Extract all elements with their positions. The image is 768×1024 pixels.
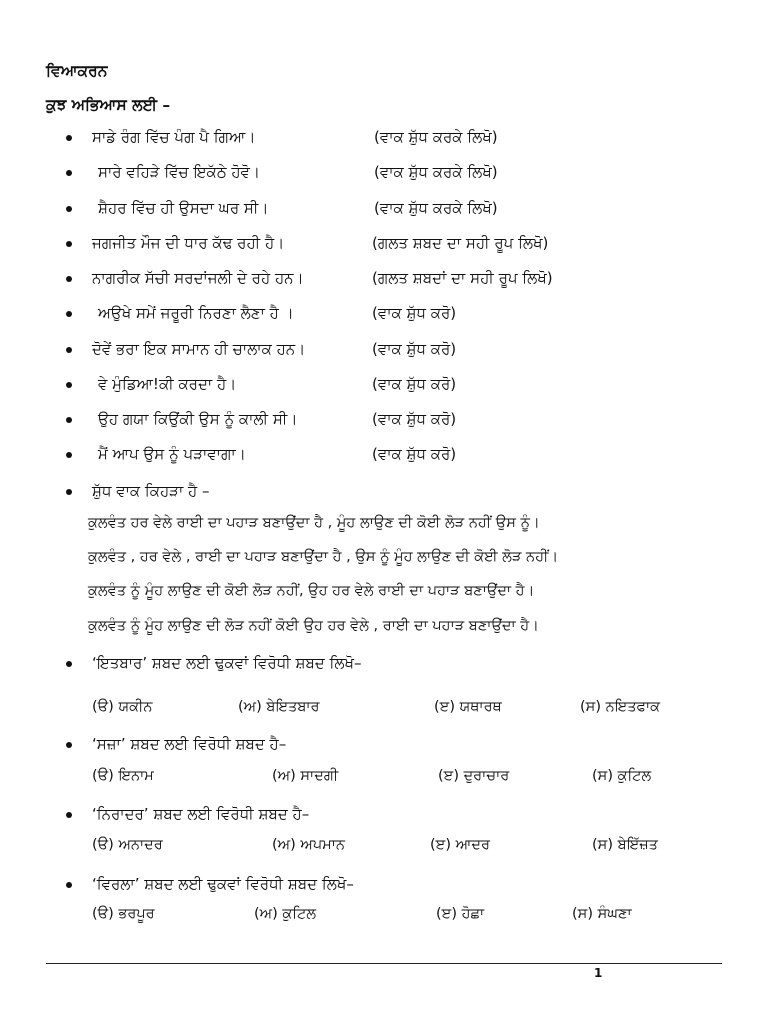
exercise-instruction: (ਵਾਕ ਸ਼ੁੱਧ ਕਰੋ) [372,340,457,358]
exercise-sentence: ਵੇ ਮੁੰਡਿਆ!ਕੀ ਕਰਦਾ ਹੈ। [98,375,237,393]
answer-option: (ੲ) ਹੋਛਾ [436,906,485,922]
bullet-icon [66,347,72,353]
answer-option: (ੳ) ਭਰਪੂਰ [92,906,155,922]
exercise-item [0,373,768,397]
bullet-icon [66,489,72,495]
exercise-sentence: ਸਾਰੇ ਵਹਿੜੇ ਵਿੱਚ ਇਕੱਠੇ ਹੋਵੋ। [98,163,261,181]
exercise-item [0,161,768,185]
exercise-item [0,443,768,467]
exercise-instruction: (ਵਾਕ ਸ਼ੁੱਧ ਕਰਕੇ ਲਿਖੋ) [374,163,498,181]
page-title: ਵਿਆਕਰਨ [46,62,108,80]
exercise-item [0,302,768,326]
answer-option: (ਸ) ਸੰਘਣਾ [572,906,632,922]
exercise-sentence: ਉਹ ਗਯਾ ਕਿਉਂਕੀ ਉਸ ਨੂੰ ਕਾਲੀ ਸੀ। [98,410,298,428]
answer-option: (ੲ) ਯਥਾਰਥ [434,699,502,715]
bullet-icon [66,417,72,423]
answer-option: (ੲ) ਆਦਰ [430,837,490,853]
answer-option: (ੳ) ਅਨਾਦਰ [92,837,163,853]
exercise-instruction: (ਵਾਕ ਸ਼ੁੱਧ ਕਰੋ) [372,410,457,428]
question-text: ‘ਨਿਰਾਦਰ’ ਸ਼ਬਦ ਲਈ ਵਿਰੋਧੀ ਸ਼ਬਦ ਹੈ– [92,805,310,823]
exercise-sentence: ਮੈਂ ਆਪ ਉਸ ਨੂੰ ਪੜਾਵਾਗਾ। [98,445,246,463]
bullet-icon [66,882,72,888]
exercise-instruction: (ਵਾਕ ਸ਼ੁੱਧ ਕਰਕੇ ਲਿਖੋ) [374,128,498,146]
bullet-icon [66,135,72,141]
exercise-item [0,408,768,432]
answer-option: (ਅ) ਸਾਦਗੀ [272,768,339,784]
exercise-instruction: (ਗਲਤ ਸ਼ਬਦਾਂ ਦਾ ਸਹੀ ਰੂਪ ਲਿਖੋ) [372,269,553,287]
exercise-item [0,126,768,150]
bullet-icon [66,661,72,667]
sentence-option: ਕੁਲਵੰਤ ਨੂੰ ਮੂੰਹ ਲਾਉਣ ਦੀ ਕੋਈ ਲੋੜ ਨਹੀਂ, ਉਹ ਹਰ ਵੇਲੇ ਰਾਈ ਦਾ ਪਹਾੜ ਬਣਾਉਂਦਾ ਹੈ। [88,583,535,599]
bullet-icon [66,812,72,818]
exercise-item [0,232,768,256]
question-item [0,652,768,676]
answer-option: (ੳ) ਇਨਾਮ [92,768,154,784]
question-item [0,873,768,897]
footer-divider [46,963,722,964]
sentence-option: ਕੁਲਵੰਤ ਹਰ ਵੇਲੇ ਰਾਈ ਦਾ ਪਹਾੜ ਬਣਾਉਂਦਾ ਹੈ , ਮੂੰਹ ਲਾਉਣ ਦੀ ਕੋਈ ਲੋੜ ਨਹੀਂ ਉਸ ਨੂੰ। [88,515,540,531]
answer-option: (ੳ) ਯਕੀਨ [92,699,153,715]
exercise-sentence: ਸ਼ੈਹਰ ਵਿੱਚ ਹੀ ਉਸਦਾ ਘਰ ਸੀ। [98,199,269,217]
question-item [0,480,768,504]
answer-option: (ਅ) ਅਪਮਾਨ [272,837,345,853]
bullet-icon [66,452,72,458]
bullet-icon [66,170,72,176]
answer-option: (ੲ) ਦੁਰਾਚਾਰ [438,768,510,784]
answer-option: (ਸ) ਕੁਟਿਲ [592,768,652,784]
exercise-sentence: ਅਉਖੇ ਸਮੇਂ ਜਰੂਰੀ ਨਿਰਣਾ ਲੈਣਾ ਹੈ । [98,304,294,322]
bullet-icon [66,742,72,748]
page-number: 1 [594,966,603,980]
question-text: ਸ਼ੁੱਧ ਵਾਕ ਕਿਹੜਾ ਹੈ – [92,482,210,500]
section-heading: ਕੁਝ ਅਭਿਆਸ ਲਈ – [46,96,171,114]
answer-option: (ਅ) ਕੁਟਿਲ [254,906,317,922]
bullet-icon [66,276,72,282]
question-text: ‘ਵਿਰਲਾ’ ਸ਼ਬਦ ਲਈ ਢੁਕਵਾਂ ਵਿਰੋਧੀ ਸ਼ਬਦ ਲਿਖੋ– [92,875,354,893]
exercise-instruction: (ਵਾਕ ਸ਼ੁੱਧ ਕਰੋ) [372,445,457,463]
exercise-instruction: (ਵਾਕ ਸ਼ੁੱਧ ਕਰੋ) [372,375,457,393]
bullet-icon [66,311,72,317]
exercise-item [0,267,768,291]
question-text: ‘ਇਤਬਾਰ’ ਸ਼ਬਦ ਲਈ ਢੁਕਵਾਂ ਵਿਰੋਧੀ ਸ਼ਬਦ ਲਿਖੋ– [92,654,362,672]
bullet-icon [66,241,72,247]
bullet-icon [66,382,72,388]
exercise-instruction: (ਗਲਤ ਸ਼ਬਦ ਦਾ ਸਹੀ ਰੂਪ ਲਿਖੋ) [372,234,549,252]
exercise-sentence: ਨਾਗਰੀਕ ਸੱਚੀ ਸਰਦਾਂਜਲੀ ਦੇ ਰਹੇ ਹਨ। [92,269,304,287]
exercise-sentence: ਜਗਜੀਤ ਮੌਜ ਦੀ ਧਾਰ ਕੱਢ ਰਹੀ ਹੈ। [92,234,285,252]
question-text: ‘ਸਜ਼ਾ’ ਸ਼ਬਦ ਲਈ ਵਿਰੋਧੀ ਸ਼ਬਦ ਹੈ– [92,735,287,753]
exercise-instruction: (ਵਾਕ ਸ਼ੁੱਧ ਕਰਕੇ ਲਿਖੋ) [374,199,498,217]
exercise-item [0,197,768,221]
question-item [0,733,768,757]
exercise-item [0,338,768,362]
bullet-icon [66,206,72,212]
exercise-sentence: ਸਾਡੇ ਰੰਗ ਵਿੱਚ ਪੰਗ ਪੈ ਗਿਆ। [92,128,256,146]
sentence-option: ਕੁਲਵੰਤ , ਹਰ ਵੇਲੇ , ਰਾਈ ਦਾ ਪਹਾੜ ਬਣਾਉਂਦਾ ਹੈ , ਉਸ ਨੂੰ ਮੂੰਹ ਲਾਉਣ ਦੀ ਕੋਈ ਲੋੜ ਨਹੀਂ। [88,549,559,565]
sentence-option: ਕੁਲਵੰਤ ਨੂੰ ਮੂੰਹ ਲਾਉਣ ਦੀ ਲੋੜ ਨਹੀਂ ਕੋਈ ਉਹ ਹਰ ਵੇਲੇ , ਰਾਈ ਦਾ ਪਹਾੜ ਬਣਾਉਂਦਾ ਹੈ। [88,618,539,634]
answer-option: (ਸ) ਨਇਤਫਾਕ [580,699,661,715]
exercise-instruction: (ਵਾਕ ਸ਼ੁੱਧ ਕਰੋ) [372,304,457,322]
exercise-sentence: ਦੋਵੇਂ ਭਰਾ ਇਕ ਸਾਮਾਨ ਹੀ ਚਾਲਾਕ ਹਨ। [92,340,306,358]
answer-option: (ਸ) ਬੇਇੱਜ਼ਤ [592,837,658,853]
answer-option: (ਅ) ਬੇਇਤਬਾਰ [238,699,320,715]
question-item [0,803,768,827]
